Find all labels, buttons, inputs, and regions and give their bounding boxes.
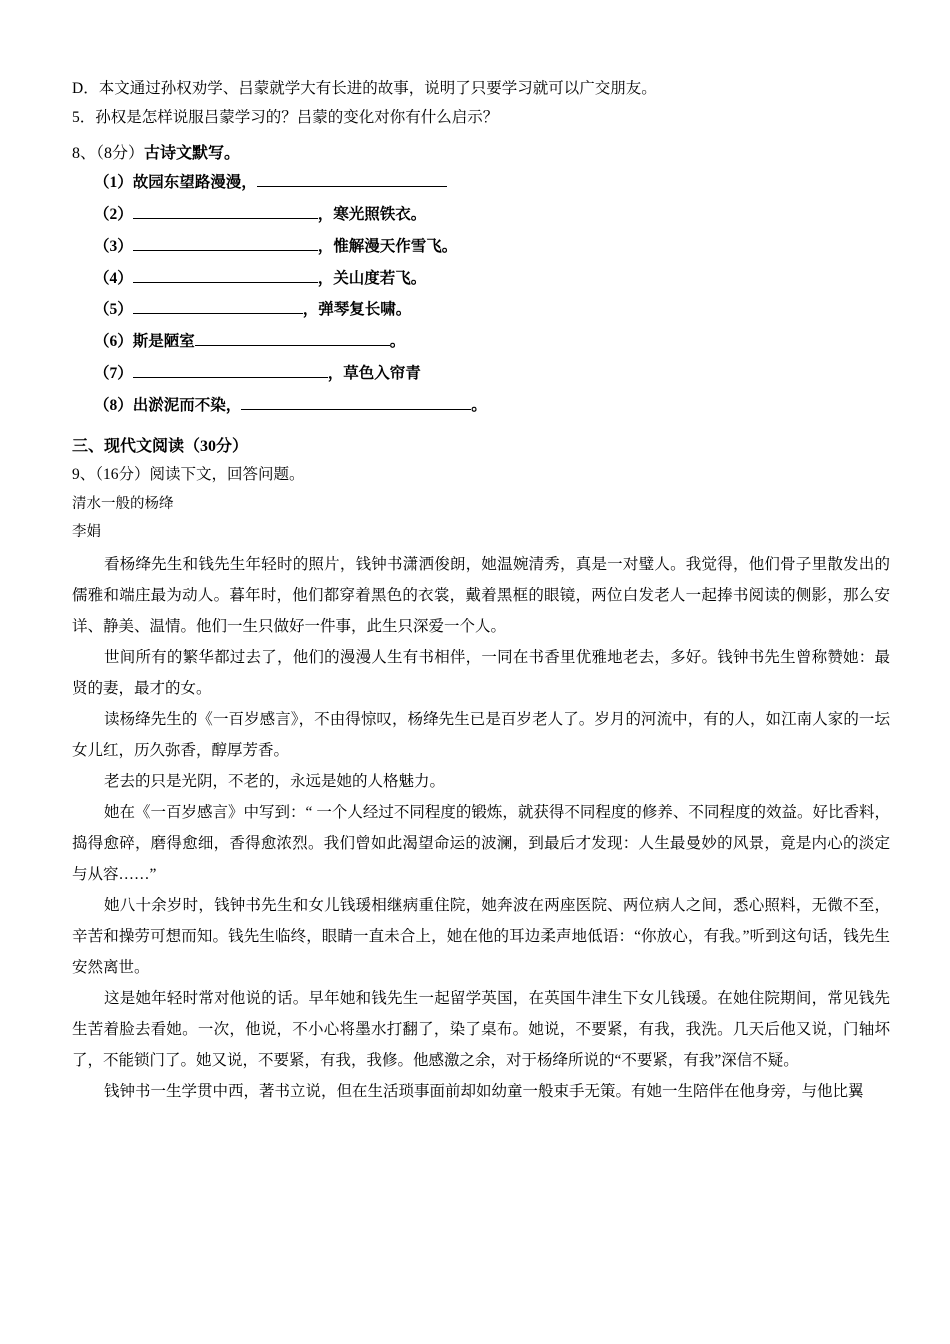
fill-item-2-label: （2） <box>94 205 133 223</box>
option-d-line: D．本文通过孙权劝学、吕蒙就学大有长进的故事，说明了只要学习就可以广交朋友。 <box>72 80 657 97</box>
article-title: 清水一般的杨绛 <box>72 496 174 513</box>
fill-item-2 <box>94 199 890 231</box>
fill-item-6-before: 斯是陋室 <box>132 333 195 351</box>
fill-item-4-blank[interactable] <box>133 282 318 283</box>
fill-item-8-after: 。 <box>471 396 487 414</box>
fill-item-8-blank[interactable] <box>241 409 471 410</box>
fill-item-6-after: 。 <box>389 333 406 351</box>
fill-item-3 <box>94 231 890 263</box>
article-paragraph-5: 她在《一百岁感言》中写到：“ 一个人经过不同程度的锻炼，就获得不同程度的修养、不同程度的效益。好比香料，捣得愈碎，磨得愈细，香得愈浓烈。我们曾如此渴望命运的波澜，到最后才发现：人生最曼妙的风景，竟是内心的淡定与从容……” <box>72 803 890 883</box>
question-9-line: 9、（16分）阅读下文，回答问题。 <box>72 466 305 484</box>
fill-item-6-blank[interactable] <box>195 345 390 346</box>
question-8-title: 古诗文默写。 <box>144 145 241 163</box>
page-content <box>72 76 890 1107</box>
fill-item-4 <box>94 263 890 295</box>
question-8-heading <box>72 140 890 163</box>
question-8-number: 8、（8分） <box>72 145 145 163</box>
fill-item-1 <box>94 167 890 199</box>
fill-item-2-after: ，寒光照铁衣。 <box>317 205 427 223</box>
fill-item-4-label: （4） <box>94 269 133 287</box>
article-paragraph-3: 读杨绛先生的《一百岁感言》，不由得惊叹，杨绛先生已是百岁老人了。岁月的河流中，有的人，如江南人家的一坛女儿红，历久弥香，醇厚芳香。 <box>72 710 890 759</box>
fill-item-1-before: 故园东望路漫漫， <box>132 174 257 192</box>
fill-item-4-after: ，关山度若飞。 <box>317 269 427 287</box>
article-paragraph-6: 她八十余岁时，钱钟书先生和女儿钱瑗相继病重住院，她奔波在两座医院、两位病人之间，悉心照料，无微不至，辛苦和操劳可想而知。钱先生临终，眼睛一直未合上，她在他的耳边柔声地低语：“你放心，有我。”听到这句话，钱先生安然离世。 <box>72 896 890 976</box>
fill-item-5-label: （5） <box>94 301 133 319</box>
fill-item-5 <box>94 294 890 326</box>
fill-item-8 <box>94 390 890 422</box>
article-paragraph-2: 世间所有的繁华都过去了，他们的漫漫人生有书相伴，一同在书香里优雅地老去，多好。钱钟书先生曾称赞她：最贤的妻，最才的女。 <box>72 648 890 697</box>
fill-item-7-after: ，草色入帘青 <box>327 364 421 382</box>
fill-item-7-blank[interactable] <box>133 377 328 378</box>
article-author: 李娟 <box>72 524 101 540</box>
fill-item-8-label: （8） <box>94 396 133 414</box>
fill-item-3-after: ，惟解漫天作雪飞。 <box>317 237 458 255</box>
fill-item-1-label: （1） <box>94 174 133 192</box>
fill-item-3-label: （3） <box>94 237 133 255</box>
fill-item-5-blank[interactable] <box>133 313 303 314</box>
fill-item-3-blank[interactable] <box>133 250 318 251</box>
fill-item-6-label: （6） <box>94 333 133 351</box>
fill-item-2-blank[interactable] <box>133 218 318 219</box>
fill-item-1-blank[interactable] <box>257 186 447 187</box>
fill-item-7-label: （7） <box>94 364 133 382</box>
article-paragraph-8: 钱钟书一生学贯中西，著书立说，但在生活琐事面前却如幼童一般束手无策。有她一生陪伴在他身旁，与他比翼 <box>104 1082 864 1100</box>
fill-item-5-after: ，弹琴复长啸。 <box>302 301 412 319</box>
question-5-line: 5．孙权是怎样说服吕蒙学习的？吕蒙的变化对你有什么启示？ <box>72 109 499 127</box>
fill-item-8-before: 出淤泥而不染， <box>132 396 242 414</box>
article-paragraph-4: 老去的只是光阴，不老的，永远是她的人格魅力。 <box>104 772 446 790</box>
article-paragraph-7: 这是她年轻时常对他说的话。早年她和钱先生一起留学英国，在英国牛津生下女儿钱瑗。在她住院期间，常见钱先生苦着脸去看她。一次，他说，不小心将墨水打翻了，染了桌布。她说，不要紧，有我，我洗。几天后他又说，门轴坏了，不能锁门了。她又说，不要紧，有我，我修。他感激之余，对于杨绛所说的“不要紧，有我”深信不疑。 <box>72 989 890 1069</box>
fill-item-6 <box>94 326 890 358</box>
section-3-heading: 三、现代文阅读（30分） <box>72 438 249 456</box>
article-paragraph-1: 看杨绛先生和钱先生年轻时的照片，钱钟书潇洒俊朗，她温婉清秀，真是一对璧人。我觉得，他们骨子里散发出的儒雅和端庄最为动人。暮年时，他们都穿着黑色的衣裳，戴着黑框的眼镜，两位白发老人一起捧书阅读的侧影，那么安详、静美、温情。他们一生只做好一件事，此生只深爱一个人。 <box>72 555 890 635</box>
fill-item-7 <box>94 358 890 390</box>
